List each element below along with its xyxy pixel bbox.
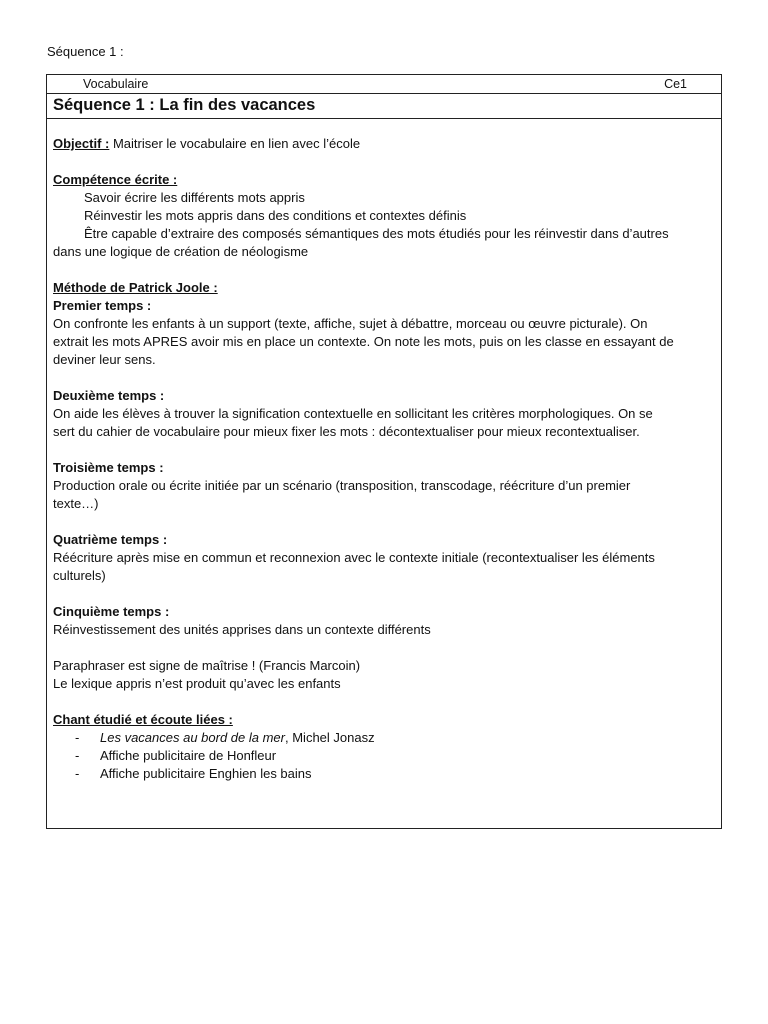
list-item — [53, 729, 715, 747]
step-label: Deuxième temps : — [53, 388, 165, 403]
step-label: Troisième temps : — [53, 460, 164, 475]
competence-item: Être capable d’extraire des composés sémantiques des mots étudiés pour les réinvestir dans d’autres — [84, 226, 669, 241]
step-label: Premier temps : — [53, 298, 152, 313]
step-line: On aide les élèves à trouver la signification contextuelle en sollicitant les critères morphologiques. On se — [53, 406, 653, 421]
note-line: Paraphraser est signe de maîtrise ! (Francis Marcoin) — [53, 658, 361, 673]
header-row — [47, 75, 721, 94]
dash-bullet: - — [75, 748, 80, 763]
lesson-content — [47, 119, 721, 783]
competence-label: Compétence écrite : — [53, 172, 178, 187]
step-line: deviner leur sens. — [53, 352, 156, 367]
objectif-label: Objectif : — [53, 136, 110, 151]
list-item — [53, 765, 715, 783]
step-line: sert du cahier de vocabulaire pour mieux fixer les mots : décontextualiser pour mieux recontextualiser. — [53, 424, 640, 439]
list-item — [53, 747, 715, 765]
list-item-text: Affiche publicitaire de Honfleur — [100, 748, 277, 763]
step-line: culturels) — [53, 568, 106, 583]
competence-item: Savoir écrire les différents mots appris — [84, 190, 305, 205]
step-line: extrait les mots APRES avoir mis en place un contexte. On note les mots, puis on les classe en essayant de — [53, 334, 674, 349]
note-line: Le lexique appris n’est produit qu’avec les enfants — [53, 676, 341, 691]
title-row — [47, 94, 721, 119]
chant-label: Chant étudié et écoute liées : — [53, 712, 233, 727]
list-item-text: Affiche publicitaire Enghien les bains — [100, 766, 312, 781]
step-label: Quatrième temps : — [53, 532, 168, 547]
objectif-line — [53, 135, 715, 153]
song-title: Les vacances au bord de la mer — [100, 730, 285, 745]
objectif-text: Maitriser le vocabulaire en lien avec l’école — [109, 136, 361, 151]
sequence-title: Séquence 1 : La fin des vacances — [53, 96, 316, 114]
step-line: On confronte les enfants à un support (texte, affiche, sujet à débattre, morceau ou œuvre picturale). On — [53, 316, 648, 331]
competence-item: Réinvestir les mots appris dans des conditions et contextes définis — [84, 208, 467, 223]
dash-bullet: - — [75, 766, 80, 781]
lesson-sheet — [46, 74, 722, 829]
competence-item-continued: dans une logique de création de néologisme — [53, 244, 309, 259]
subject-label: Vocabulaire — [83, 77, 149, 91]
step-line: Réinvestissement des unités apprises dans un contexte différents — [53, 622, 431, 637]
page-heading: Séquence 1 : — [47, 44, 124, 59]
methode-label: Méthode de Patrick Joole : — [53, 280, 218, 295]
chant-list — [53, 729, 715, 783]
song-artist: , Michel Jonasz — [285, 730, 375, 745]
step-line: Réécriture après mise en commun et reconnexion avec le contexte initiale (recontextualiser les éléments — [53, 550, 655, 565]
level-label: Ce1 — [664, 77, 687, 91]
step-line: Production orale ou écrite initiée par un scénario (transposition, transcodage, réécriture d’un premier — [53, 478, 631, 493]
step-label: Cinquième temps : — [53, 604, 170, 619]
step-line: texte…) — [53, 496, 99, 511]
dash-bullet: - — [75, 730, 80, 745]
